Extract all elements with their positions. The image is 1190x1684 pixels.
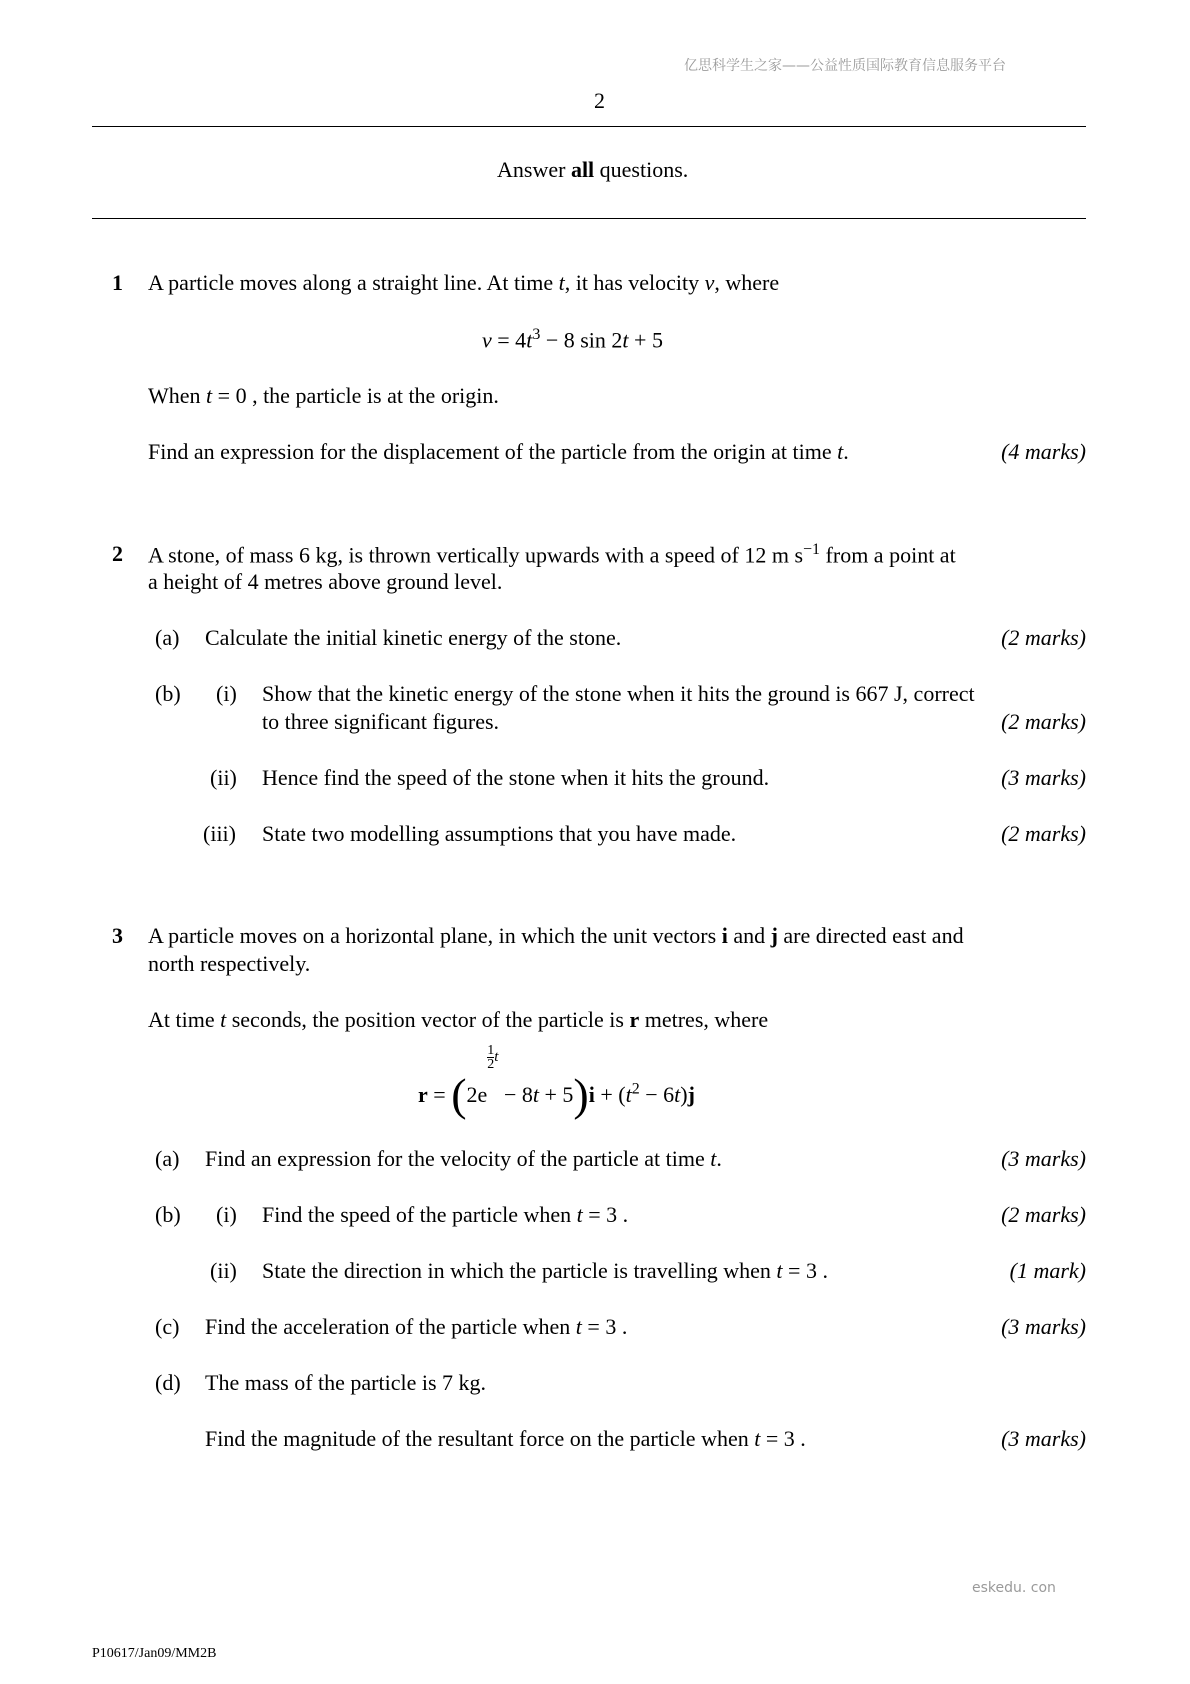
question-intro-line2: north respectively.: [148, 951, 311, 976]
page-number: 2: [594, 88, 605, 113]
divider-bottom: [92, 218, 1086, 219]
marks: (3 marks): [1001, 1146, 1086, 1171]
position-statement: At time t seconds, the position vector of the particle is r metres, where: [148, 1007, 769, 1032]
question-intro: A particle moves along a straight line. At time t, it has velocity v, where: [148, 270, 780, 295]
subpart-label: (iii): [203, 821, 236, 846]
marks: (3 marks): [1001, 1314, 1086, 1339]
marks: (2 marks): [1001, 625, 1086, 650]
marks: (2 marks): [1001, 709, 1086, 734]
subpart-label: (i): [216, 681, 237, 706]
footer-code: P10617/Jan09/MM2B: [92, 1646, 217, 1661]
question-task: Find an expression for the displacement of the particle from the origin at time t.: [148, 439, 849, 464]
subpart-text: State two modelling assumptions that you have made.: [262, 821, 737, 846]
question-condition: When t = 0 , the particle is at the origin.: [148, 383, 499, 408]
part-label: (a): [155, 625, 180, 650]
marks: (4 marks): [1001, 439, 1086, 464]
instructions: Answer all questions.: [497, 157, 689, 182]
divider-top: [92, 126, 1086, 127]
part-text: Find the acceleration of the particle when t = 3 .: [205, 1314, 628, 1339]
question-number: 3: [112, 923, 123, 948]
question-intro-line1: A particle moves on a horizontal plane, in which the unit vectors i and j are directed east and: [148, 923, 964, 948]
part-label: (c): [155, 1314, 180, 1339]
marks: (2 marks): [1001, 1202, 1086, 1227]
subpart-text-line2: to three significant figures.: [262, 709, 500, 734]
watermark-top: 亿思科学生之家——公益性质国际教育信息服务平台: [684, 58, 1006, 74]
equation-position-vector: r = (2e $\frac{1}{2}$ $t - 8t + 5)i + (t^2 - 6t)j$: [418, 1043, 695, 1120]
question-intro-line2: a height of 4 metres above ground level.: [148, 569, 503, 594]
marks: (3 marks): [1001, 765, 1086, 790]
part-label: (d): [155, 1370, 181, 1395]
part-text: Find the magnitude of the resultant force on the particle when t = 3 .: [205, 1426, 806, 1451]
question-intro-line1: A stone, of mass 6 kg, is thrown vertically upwards with a speed of 12 m $s^{-1}$ from a point at: [148, 541, 956, 568]
part-text: Calculate the initial kinetic energy of the stone.: [205, 625, 622, 650]
equation-velocity: $v = 4t^3 - 8$ sin 2t + 5: [482, 326, 663, 353]
marks: (2 marks): [1001, 821, 1086, 846]
marks: (3 marks): [1001, 1426, 1086, 1451]
part-text: The mass of the particle is 7 kg.: [205, 1370, 487, 1395]
question-number: 1: [112, 270, 123, 295]
part-label: (a): [155, 1146, 180, 1171]
subpart-label: (ii): [210, 1258, 237, 1283]
subpart-text: State the direction in which the particle is travelling when t = 3 .: [262, 1258, 828, 1283]
subpart-text: Find the speed of the particle when t = 3 .: [262, 1202, 629, 1227]
subpart-text: Hence find the speed of the stone when it hits the ground.: [262, 765, 770, 790]
marks: (1 mark): [1009, 1258, 1086, 1283]
part-text: Find an expression for the velocity of the particle at time t.: [205, 1146, 722, 1171]
subpart-label: (i): [216, 1202, 237, 1227]
subpart-label: (ii): [210, 765, 237, 790]
part-label: (b): [155, 1202, 181, 1227]
question-number: 2: [112, 541, 123, 566]
subpart-text-line1: Show that the kinetic energy of the stone when it hits the ground is 667 J, correct: [262, 681, 975, 706]
watermark-bottom: eskedu. con: [972, 1580, 1056, 1596]
part-label: (b): [155, 681, 181, 706]
